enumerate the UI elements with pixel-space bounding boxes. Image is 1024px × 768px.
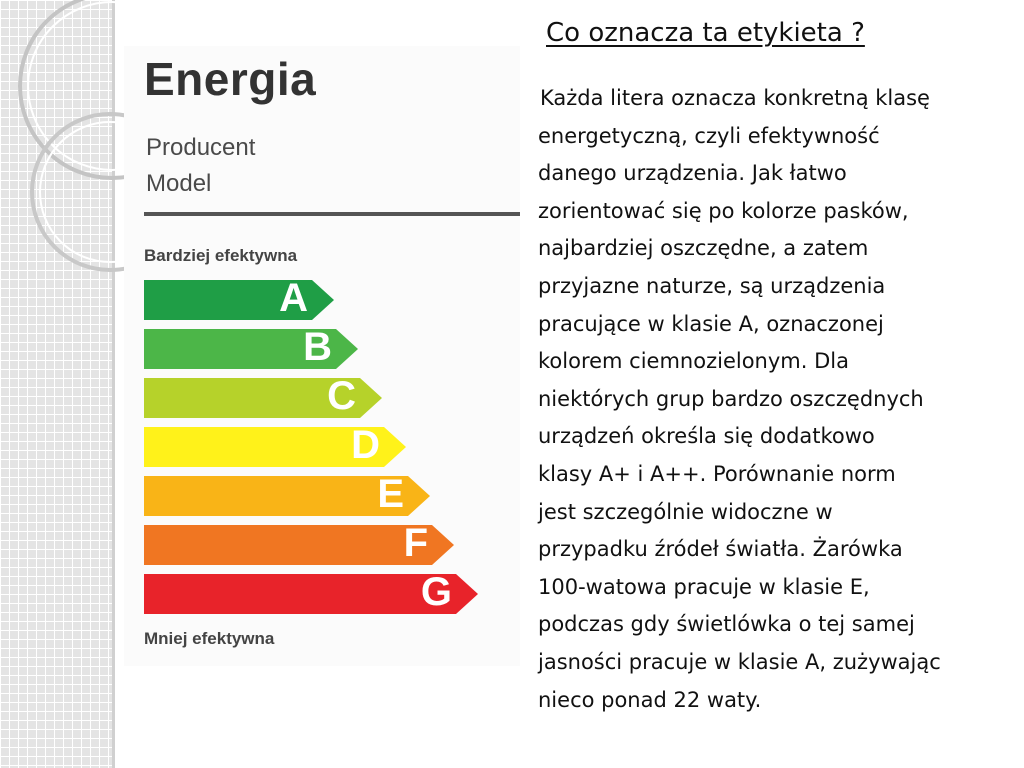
body-text-line: 100-watowa pracuje w klasie E,: [538, 574, 870, 599]
energy-class-letter: E: [377, 472, 404, 516]
body-text-line: kolorem ciemnozielonym. Dla: [538, 349, 849, 374]
energy-class-bar-e: [144, 472, 430, 516]
energy-class-letter: F: [403, 521, 428, 565]
slide-body-text: [538, 80, 1014, 719]
energy-label-model: Model: [146, 170, 212, 197]
less-efficient-label: Mniej efektywna: [144, 629, 275, 648]
decorative-circles: [0, 0, 130, 768]
energy-class-bars: [144, 276, 514, 620]
body-text-line: energetyczną, czyli efektywność: [538, 123, 880, 148]
body-text-line: przypadku źródeł światła. Żarówka: [538, 537, 903, 562]
body-text-line: jest szczególnie widoczne w: [538, 499, 833, 524]
body-text-line: podczas gdy świetlówka o tej samej: [538, 612, 915, 637]
body-text-line: pracujące w klasie A, oznaczonej: [538, 311, 884, 336]
body-text-line: urządzeń określa się dodatkowo: [538, 424, 875, 449]
body-text-line: danego urządzenia. Jak łatwo: [538, 161, 847, 186]
energy-class-bar-f: [144, 521, 454, 565]
more-efficient-label: Bardziej efektywna: [144, 246, 298, 265]
body-text-line: najbardziej oszczędne, a zatem: [538, 236, 869, 261]
body-text-line: nieco ponad 22 waty.: [538, 687, 762, 712]
energy-class-letter: D: [351, 423, 380, 467]
energy-class-letter: C: [327, 374, 356, 418]
body-text-line: jasności pracuje w klasie A, zużywając: [538, 649, 941, 674]
energy-class-bar-c: [144, 374, 382, 418]
energy-class-letter: B: [303, 325, 332, 369]
body-text-line: klasy A+ i A++. Porównanie norm: [538, 461, 896, 486]
slide-heading: Co oznacza ta etykieta ?: [546, 18, 865, 48]
body-text-line: zorientować się po kolorze pasków,: [538, 198, 909, 223]
energy-class-bar-d: [144, 423, 406, 467]
body-text-line: przyjazne naturze, są urządzenia: [538, 273, 886, 298]
energy-class-bar-g: [144, 570, 478, 614]
energy-class-letter: A: [279, 276, 308, 320]
energy-label-divider: [144, 212, 520, 216]
energy-label-image: [124, 46, 520, 666]
energy-class-bar-b: [144, 325, 358, 369]
energy-label-title: Energia: [144, 53, 317, 105]
energy-class-letter: G: [420, 570, 452, 614]
energy-label-producer: Producent: [146, 134, 256, 161]
energy-class-bar-a: [144, 276, 334, 320]
body-text-line: Każda litera oznacza konkretną klasę: [540, 86, 930, 110]
body-text-line: niektórych grup bardzo oszczędnych: [538, 386, 924, 411]
